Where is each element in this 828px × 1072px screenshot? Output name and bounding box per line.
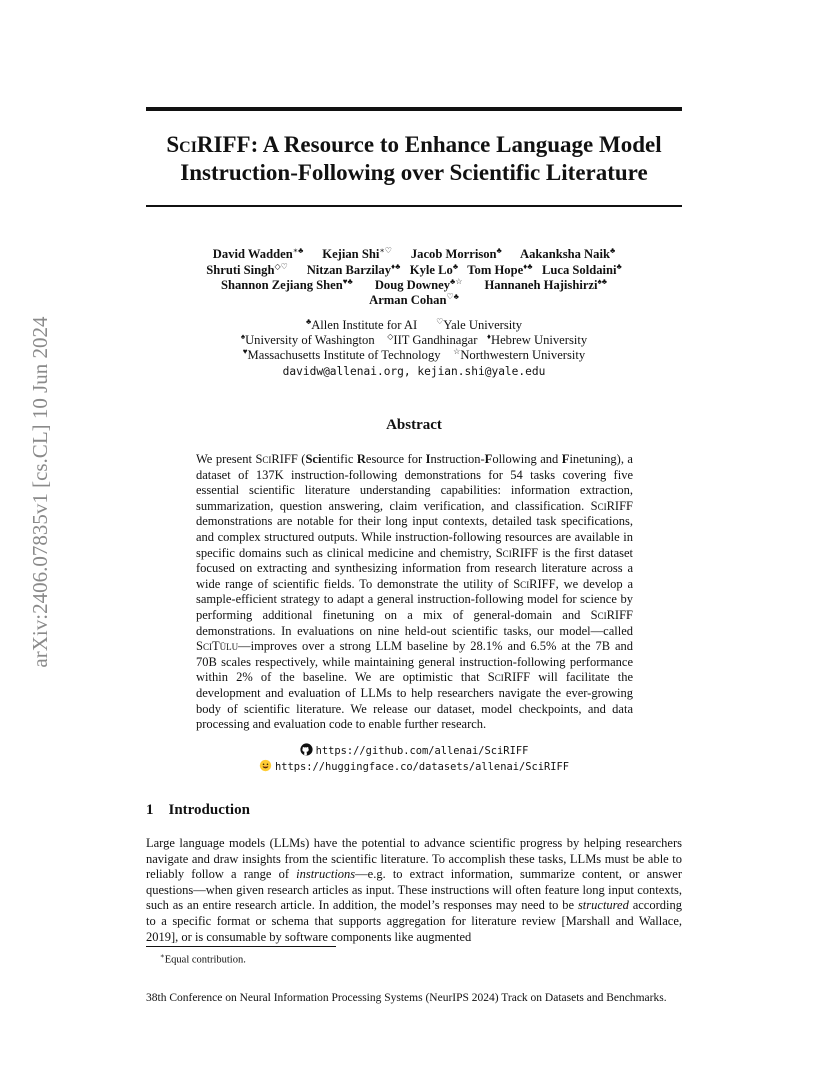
author-marks: ♣	[452, 262, 459, 271]
author-emails: davidw@allenai.org, kejian.shi@yale.edu	[282, 365, 546, 378]
author-name: Kyle Lo	[409, 263, 453, 278]
sciriff-name: SciRIFF	[590, 607, 633, 622]
abstract-text: , we develop a sample-efficient strategy to adapt a general instruction-following model for science by performing additional finetuning on a mix of general-domain and	[196, 576, 633, 622]
paper-title-line-1	[120, 131, 708, 159]
abstract-text: esource for	[365, 452, 426, 466]
intro-emphasis: instructions	[296, 867, 356, 882]
github-link-line	[150, 743, 678, 759]
affil-text: Yale University	[443, 318, 523, 333]
affil-mark: ♥	[242, 347, 248, 356]
abstract-text: inetuning), a dataset of 137K instruction-following demonstrations for 54 tasks covering five essential scientific literature understanding capabilities: information extraction, summarization, question answering, claim verification, and classification.	[196, 452, 633, 513]
affil-mark: ◇	[387, 332, 394, 341]
author-marks: ♣☆	[450, 277, 463, 286]
author-name: David Wadden	[212, 247, 293, 262]
footnote-rule	[146, 946, 336, 947]
sciriff-name: SciRIFF	[590, 498, 633, 513]
intro-emphasis: structured	[577, 898, 629, 913]
author-marks: ♣	[496, 246, 502, 255]
acronym-letter: F	[484, 452, 493, 466]
author-name: Doug Downey	[374, 278, 451, 293]
author-name: Hannaneh Hajishirzi	[484, 278, 598, 293]
intro-text: Large language models (LLMs) have the potential to advance scientific progress by helping researchers navigate and draw insights from the scientific literature. To accomplish these tasks, LLMs must be able to reliably follow a range of	[146, 836, 682, 882]
sciriff-name: SciRIFF	[513, 576, 556, 591]
title-bottom-rule	[146, 205, 682, 207]
affil-mark: ♣	[305, 317, 312, 326]
footnote-text: Equal contribution.	[164, 954, 246, 966]
author-marks: ♠♣	[597, 277, 608, 286]
author-name: Shannon Zejiang Shen	[220, 278, 343, 293]
abstract-text: We present	[196, 452, 256, 466]
affil-text: Allen Institute for AI	[311, 318, 418, 333]
acronym-letter: I	[425, 452, 431, 466]
arxiv-stamp: arXiv:2406.07835v1 [cs.CL] 10 Jun 2024	[28, 316, 52, 668]
title-line1-rest: : A Resource to Enhance Language Model	[250, 132, 662, 157]
affiliation-line-3	[150, 344, 678, 363]
affil-mark: ♦	[486, 332, 491, 341]
author-name: Arman Cohan	[369, 293, 447, 308]
huggingface-link-line	[150, 759, 678, 775]
huggingface-link[interactable]: https://huggingface.co/datasets/allenai/SciRIFF	[274, 761, 570, 773]
github-link[interactable]: https://github.com/allenai/SciRIFF	[315, 745, 529, 757]
author-name: Aakanksha Naik	[520, 247, 610, 262]
affil-mark: ☆	[453, 347, 461, 356]
abstract-text: (	[297, 452, 306, 466]
affil-text: Hebrew University	[490, 333, 588, 348]
huggingface-icon	[259, 759, 272, 775]
author-name: Jacob Morrison	[410, 247, 497, 262]
author-name: Luca Soldaini	[541, 263, 617, 278]
abstract-text: is the first dataset focused on extracting and synthesizing information from research literature across a wide range of scientific fields. To demonstrate the utility of	[196, 545, 634, 591]
abstract-text: demonstrations. In evaluations on nine held-out scientific tasks, our model—called	[196, 623, 633, 638]
author-marks: ∗♣	[292, 246, 304, 255]
abstract-text: nstruction-	[430, 452, 485, 466]
author-marks: ♡♣	[446, 292, 459, 301]
author-marks: ♦♣	[391, 262, 401, 271]
abstract-text: ollowing and	[492, 452, 562, 466]
title-top-rule	[146, 107, 682, 111]
acronym-letter: R	[356, 452, 366, 466]
title-sciriff: SciRIFF	[166, 132, 251, 157]
author-marks: ♣	[616, 262, 622, 271]
abstract-text: —improves over a strong LLM baseline by 28.1% and 6.5% at the 7B and 70B scales respectively, while maintaining general instruction-following performance within 2% of the baseline. We are optimistic that	[196, 639, 633, 685]
section-heading	[146, 802, 250, 819]
author-marks: ◇♡	[274, 262, 288, 271]
abstract-heading: Abstract	[386, 417, 442, 433]
author-marks: ♣	[609, 246, 616, 255]
section-title: Introduction	[168, 802, 250, 818]
affil-mark: ♠	[240, 332, 246, 341]
venue-note: 38th Conference on Neural Information Processing Systems (NeurIPS 2024) Track on Datasets and Benchmarks.	[146, 992, 667, 1004]
footnote-mark: ∗	[160, 952, 165, 960]
author-name: Tom Hope	[467, 263, 524, 278]
author-name: Shruti Singh	[206, 263, 275, 278]
affil-mark: ♡	[436, 317, 444, 326]
abstract-text: will facilitate the development and evaluation of LLMs to help researchers navigate the ever-growing body of scientific literature. We release our dataset, model checkpoints, and data processing and evaluation code to enable further research.	[196, 670, 634, 732]
affil-text: Massachusetts Institute of Technology	[247, 348, 441, 363]
footnote	[160, 952, 246, 966]
scitulu-name: SciTülu	[196, 639, 239, 654]
paper-title-line-2: Instruction-Following over Scientific Literature	[180, 160, 648, 185]
sciriff-name: SciRIFF	[255, 452, 298, 466]
section-number: 1	[146, 802, 154, 818]
abstract-body	[196, 452, 633, 733]
author-marks: ∗♡	[379, 246, 392, 255]
acronym-letter: Sci	[305, 452, 322, 466]
author-marks: ♦♣	[523, 262, 533, 271]
affil-text: Northwestern University	[460, 348, 586, 363]
affil-text: IIT Gandhinagar	[393, 333, 478, 348]
author-name: Nitzan Barzilay	[306, 263, 391, 278]
abstract-text: demonstrations are notable for their long input contexts, detailed task specifications, and complex structured outputs. While instruction-following resources are available in specific domains such as clinical medicine and chemistry,	[196, 514, 633, 560]
affil-text: University of Washington	[245, 333, 375, 348]
abstract-text: entific	[321, 452, 357, 466]
author-marks: ♥♣	[342, 277, 353, 286]
github-icon	[300, 743, 313, 759]
author-name: Kejian Shi	[322, 247, 380, 262]
sciriff-name: SciRIFF	[487, 670, 531, 685]
sciriff-name: SciRIFF	[495, 545, 539, 560]
introduction-paragraph	[146, 836, 682, 945]
acronym-letter: F	[561, 452, 570, 466]
intro-text: according to a specific format or schema that supports aggregation for literature review [Marshall and Wallace, 2019], or is consumable by software components like augmented	[146, 898, 682, 944]
intro-text: —e.g. to extract information, summarize content, or answer questions—when given research articles as input. These instructions will often feature long input contexts, such as an entire research article. In addition, the model’s responses may need to be	[146, 867, 682, 913]
author-row-4	[150, 289, 678, 309]
